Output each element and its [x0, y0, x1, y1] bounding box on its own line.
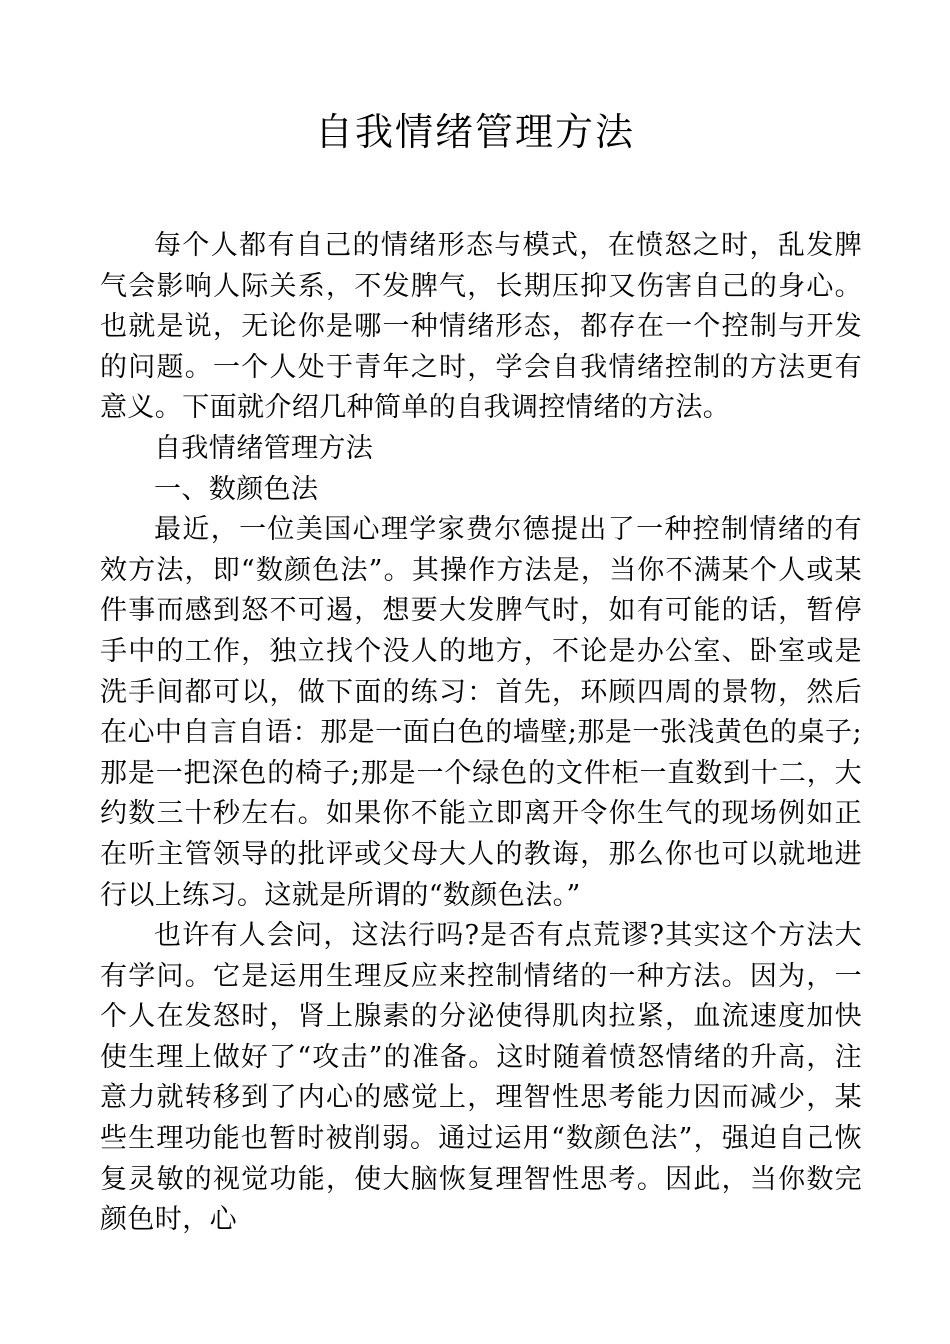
method-paragraph: 最近，一位美国心理学家费尔德提出了一种控制情绪的有效方法，即“数颜色法”。其操作方法是，当你不满某个人或某件事而感到怒不可遏，想要大发脾气时，如有可能的话，暂停手中的工作，独立找个没人的地方，不论是办公室、卧室或是洗手间都可以，做下面的练习：首先，环顾四周的景物，然后在心中自言自语：那是一面白色的墙壁;那是一张浅黄色的桌子;那是一把深色的椅子;那是一个绿色的文件柜一直数到十二，大约数三十秒左右。如果你不能立即离开令你生气的现场例如正在听主管领导的批评或父母大人的教诲，那么你也可以就地进行以上练习。这就是所谓的“数颜色法。”: [100, 514, 862, 911]
subsection-heading: 一、数颜色法: [154, 473, 319, 505]
intro-paragraph: 每个人都有自己的情绪形态与模式，在愤怒之时，乱发脾气会影响人际关系，不发脾气，长期压抑又伤害自己的身心。也就是说，无论你是哪一种情绪形态，都存在一个控制与开发的问题。一个人处于青年之时，学会自我情绪控制的方法更有意义。下面就介绍几种简单的自我调控情绪的方法。: [100, 230, 862, 424]
explanation-paragraph: 也许有人会问，这法行吗?是否有点荒谬?其实这个方法大有学问。它是运用生理反应来控制情绪的一种方法。因为，一个人在发怒时，肾上腺素的分泌使得肌肉拉紧，血流速度加快使生理上做好了“攻击”的准备。这时随着愤怒情绪的升高，注意力就转移到了内心的感觉上，理智性思考能力因而减少，某些生理功能也暂时被削弱。通过运用“数颜色法”，强迫自己恢复灵敏的视觉功能，使大脑恢复理智性思考。因此，当你数完颜色时，心: [100, 920, 862, 1236]
document-body: [100, 226, 862, 1241]
section-heading: 自我情绪管理方法: [154, 432, 374, 464]
document-title: 自我情绪管理方法: [314, 110, 635, 154]
